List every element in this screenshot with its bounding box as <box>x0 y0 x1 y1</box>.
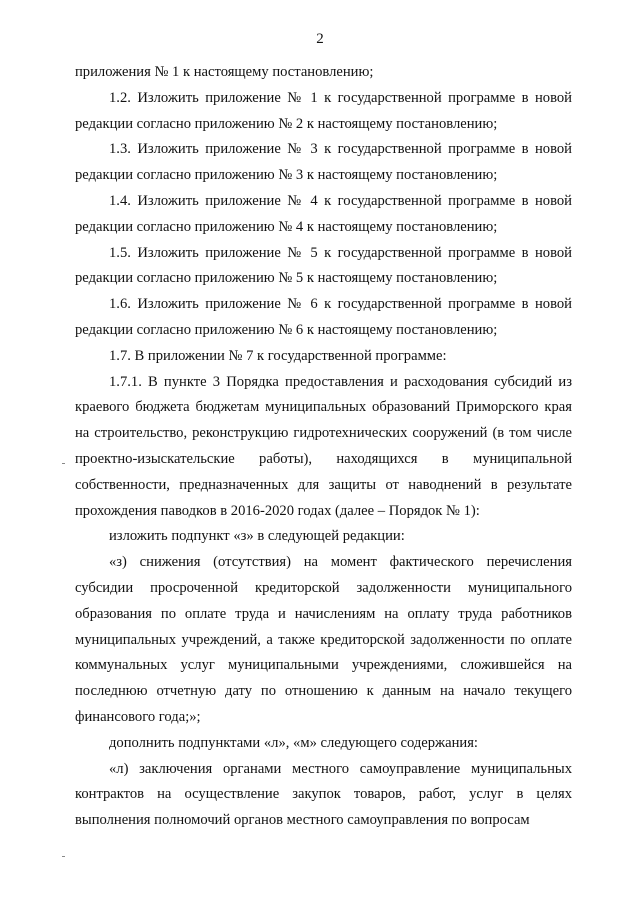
paragraph-continuation: приложения № 1 к настоящему постановлению; <box>75 64 374 80</box>
paragraph-subitem-z: «з) снижения (отсутствия) на момент фактического перечисления субсидии просроченной кредиторской задолженности муниципального образования по оплате труда и начислениям на оплату труда работников муниципальных учреждений, а также кредиторской задолженности по оплате коммунальных услуг муниципальными учреждениями, сложившейся на последнюю отчетную дату по отношению к данным на начало текущего финансового года;»; <box>75 554 572 725</box>
scan-mark <box>62 856 65 857</box>
paragraph-item-1-5: 1.5. Изложить приложение № 5 к государственной программе в новой редакции согласно приложению № 5 к настоящему постановлению; <box>75 244 572 287</box>
document-body <box>75 60 572 834</box>
paragraph-item-1-2: 1.2. Изложить приложение № 1 к государственной программе в новой редакции согласно приложению № 2 к настоящему постановлению; <box>75 89 572 132</box>
paragraph-item-1-7-1: 1.7.1. В пункте 3 Порядка предоставления и расходования субсидий из краевого бюджета бюджетам муниципальных образований Приморского края на строительство, реконструкцию гидротехнических сооружений (в том числе проектно-изыскательские работы), находящихся в муниципальной собственности, предназначенных для защиты от наводнений в результате прохождения паводков в 2016-2020 годах (далее – Порядок № 1): <box>75 373 572 519</box>
paragraph-instruction-z: изложить подпункт «з» в следующей редакции: <box>109 528 405 545</box>
paragraph-instruction-l-m: дополнить подпунктами «л», «м» следующего содержания: <box>109 734 478 751</box>
paragraph-item-1-4: 1.4. Изложить приложение № 4 к государственной программе в новой редакции согласно приложению № 4 к настоящему постановлению; <box>75 192 572 235</box>
paragraph-item-1-6: 1.6. Изложить приложение № 6 к государственной программе в новой редакции согласно приложению № 6 к настоящему постановлению; <box>75 296 572 338</box>
paragraph-item-1-3: 1.3. Изложить приложение № 3 к государственной программе в новой редакции согласно приложению № 3 к настоящему постановлению; <box>75 141 572 184</box>
scan-mark <box>62 463 65 464</box>
paragraph-item-1-7: 1.7. В приложении № 7 к государственной программе: <box>109 347 447 364</box>
paragraph-subitem-l: «л) заключения органами местного самоуправление муниципальных контрактов на осуществление закупок товаров, работ, услуг в целях выполнения полномочий органов местного самоуправления по вопросам <box>75 760 572 829</box>
page-number: 2 <box>316 31 324 47</box>
